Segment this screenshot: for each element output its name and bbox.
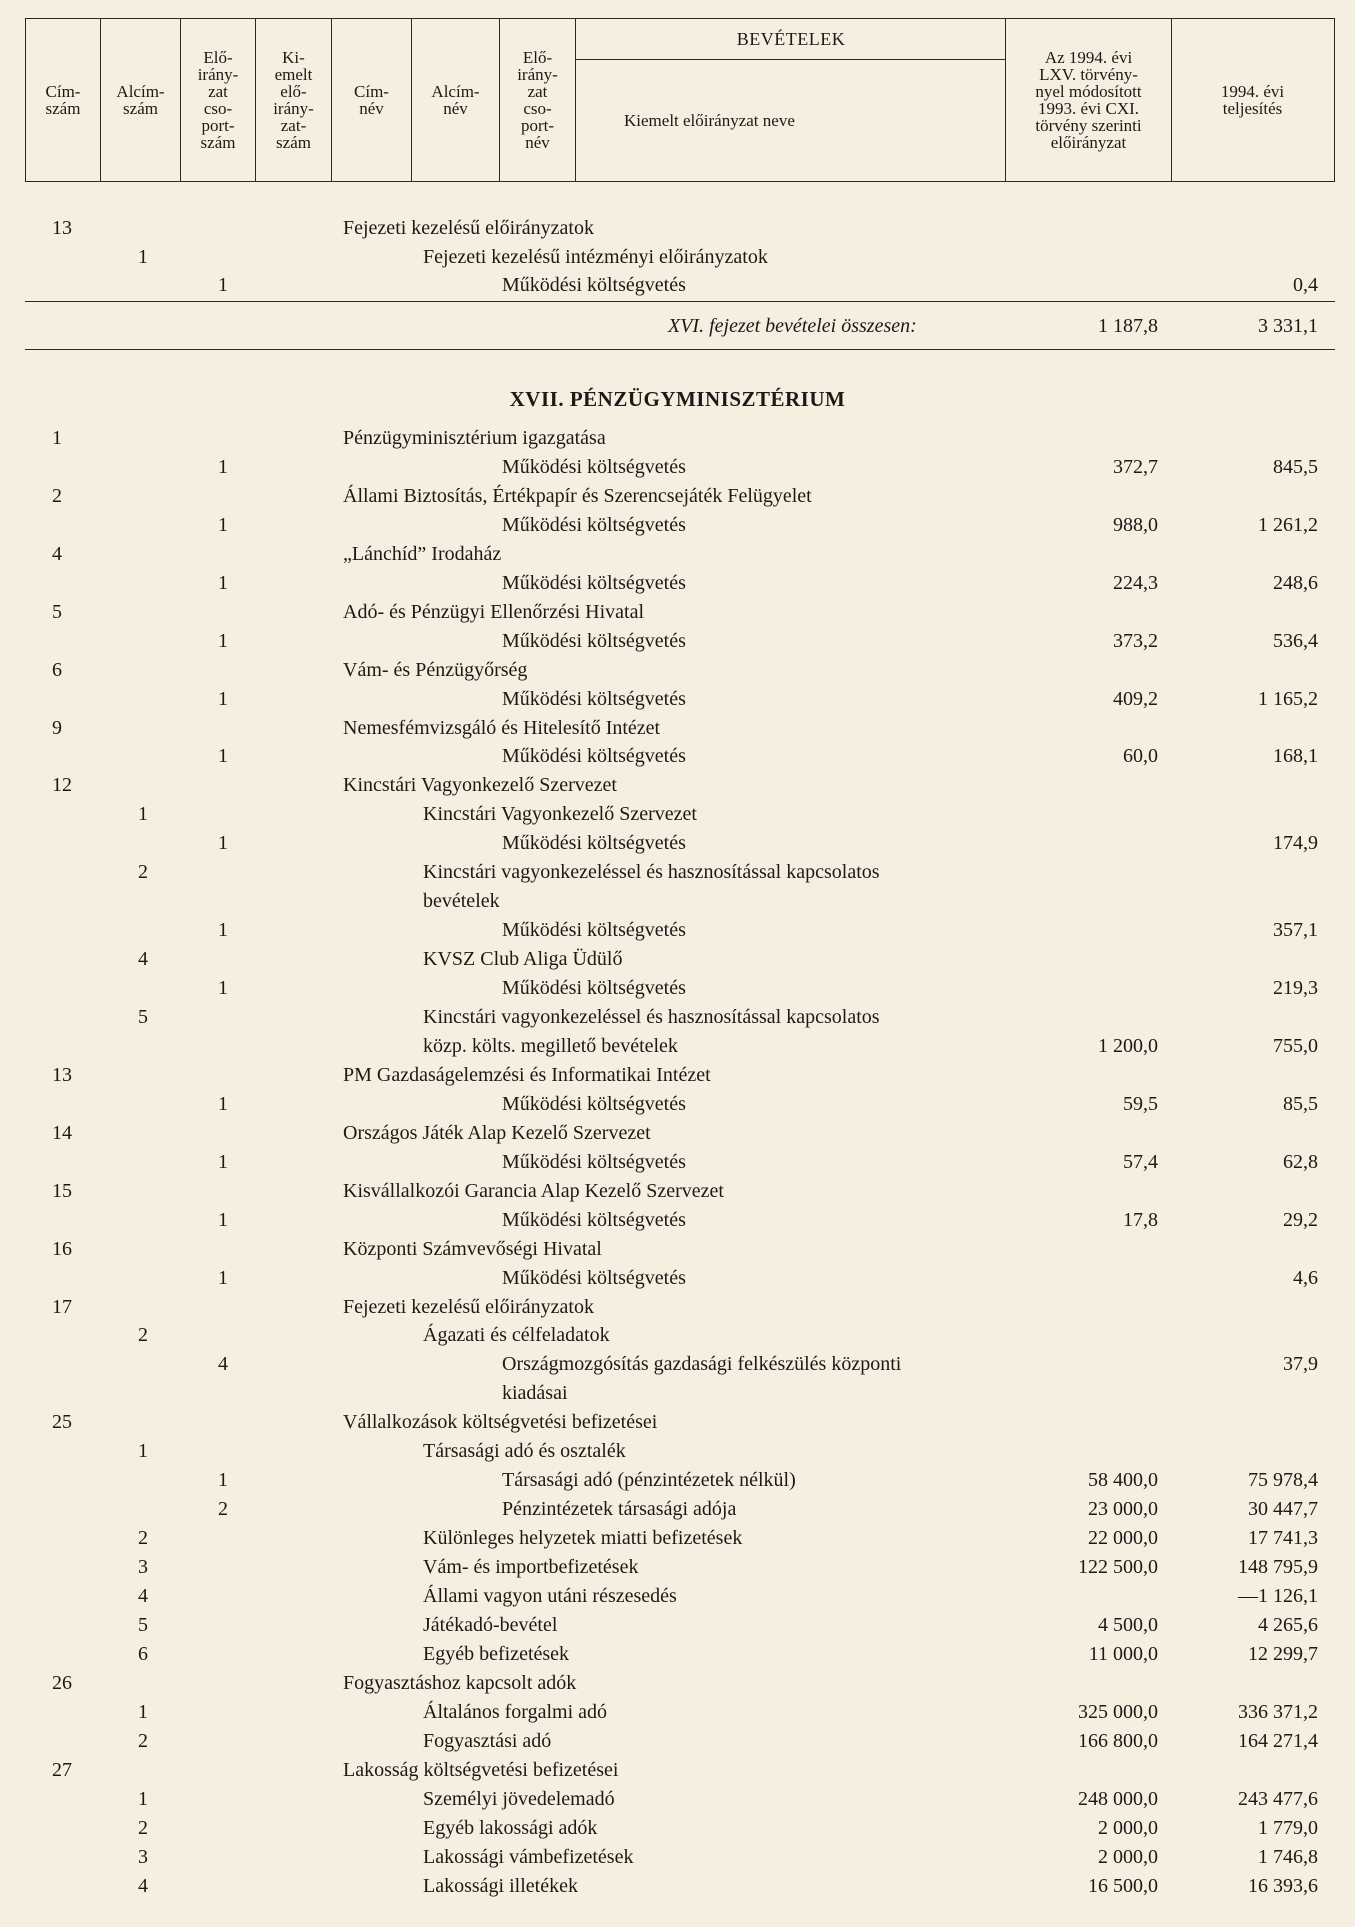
row-number: 5 — [138, 1006, 148, 1028]
row-teljesites: 4 265,6 — [1258, 1613, 1318, 1636]
row-eloiranyzat: 166 800,0 — [1078, 1729, 1158, 1752]
row-label: Működési költségvetés — [502, 977, 686, 1000]
header-bevetelek: BEVÉTELEK — [576, 19, 1006, 60]
row-number: 1 — [138, 1700, 148, 1723]
row-label: Egyéb befizetések — [423, 1642, 570, 1665]
row-label: Fejezeti kezelésű előirányzatok — [343, 1295, 594, 1318]
table-row — [0, 974, 1355, 1002]
table-row — [0, 771, 1355, 799]
row-teljesites: 174,9 — [1273, 832, 1318, 855]
total-row — [0, 312, 1355, 340]
row-label: PM Gazdaságelemzési és Informatikai Intézet — [343, 1063, 711, 1086]
row-teljesites: 243 477,6 — [1238, 1787, 1318, 1810]
row-number: 25 — [52, 1411, 72, 1434]
row-eloiranyzat: 4 500,0 — [1098, 1613, 1158, 1636]
row-number: 1 — [218, 745, 228, 768]
row-label: Működési költségvetés — [502, 455, 686, 478]
row-number: 2 — [218, 1498, 228, 1521]
row-teljesites: 12 299,7 — [1248, 1642, 1318, 1665]
table-row — [0, 271, 1355, 299]
row-teljesites: 845,5 — [1273, 455, 1318, 478]
row-eloiranyzat: 372,7 — [1113, 455, 1158, 478]
row-number: 17 — [52, 1295, 72, 1318]
row-teljesites: 1 261,2 — [1258, 513, 1318, 536]
row-label: Ágazati és célfeladatok — [423, 1324, 610, 1347]
row-label: Működési költségvetés — [502, 513, 686, 536]
row-number: 1 — [218, 513, 228, 536]
total-teljesites: 3 331,1 — [1258, 315, 1318, 337]
table-row — [0, 1293, 1355, 1321]
table-row — [0, 1727, 1355, 1755]
row-label: Működési költségvetés — [502, 745, 686, 768]
row-eloiranyzat: 1 200,0 — [1098, 1034, 1158, 1057]
row-number: 1 — [138, 803, 148, 826]
table-row — [0, 1350, 1355, 1378]
table-row — [0, 1321, 1355, 1349]
table-row — [0, 887, 1355, 915]
row-teljesites: 0,4 — [1293, 274, 1318, 297]
row-number: 26 — [52, 1671, 72, 1694]
row-number: 1 — [218, 977, 228, 1000]
table-row — [0, 1148, 1355, 1176]
table-row — [0, 1756, 1355, 1784]
row-label: Lakossági illetékek — [423, 1874, 578, 1897]
row-teljesites: 248,6 — [1273, 571, 1318, 594]
row-label: Vám- és Pénzügyőrség — [343, 658, 528, 681]
table-row — [0, 1785, 1355, 1813]
table-row — [0, 945, 1355, 973]
header-alcim-nev: Alcím- név — [412, 19, 500, 181]
row-number: 2 — [138, 1816, 148, 1839]
row-eloiranyzat: 59,5 — [1123, 1092, 1158, 1115]
table-row — [0, 1090, 1355, 1118]
row-label: Állami Biztosítás, Értékpapír és Szerencsejáték Felügyelet — [343, 484, 812, 507]
row-number: 4 — [138, 948, 148, 971]
row-label: Működési költségvetés — [502, 1150, 686, 1173]
row-number: 3 — [138, 1845, 148, 1868]
table-row — [0, 1524, 1355, 1552]
row-eloiranyzat: 409,2 — [1113, 687, 1158, 710]
row-number: 2 — [138, 1527, 148, 1550]
row-number: 27 — [52, 1758, 72, 1781]
table-row — [0, 214, 1355, 242]
row-teljesites: 30 447,7 — [1248, 1498, 1318, 1521]
table-row — [0, 1408, 1355, 1436]
row-label: Kisvállalkozói Garancia Alap Kezelő Szervezet — [343, 1179, 724, 1202]
table-row — [0, 1379, 1355, 1407]
table-row — [0, 424, 1355, 452]
row-teljesites: 62,8 — [1283, 1150, 1318, 1173]
header-eloiranyzat: Az 1994. évi LXV. törvény- nyel módosított 1993. évi CXI. törvény szerinti előirányzat — [1006, 19, 1172, 181]
row-teljesites: 85,5 — [1283, 1092, 1318, 1115]
row-teljesites: —1 126,1 — [1238, 1585, 1318, 1607]
row-number: 16 — [52, 1237, 72, 1260]
row-number: 4 — [218, 1353, 228, 1376]
header-cim-szam: Cím- szám — [26, 19, 101, 181]
row-teljesites: 1 779,0 — [1258, 1816, 1318, 1839]
table-row — [0, 1437, 1355, 1465]
table-row — [0, 569, 1355, 597]
row-eloiranyzat: 57,4 — [1123, 1150, 1158, 1173]
row-label: „Lánchíd” Irodaház — [343, 542, 502, 565]
table-row — [0, 1843, 1355, 1871]
row-number: 1 — [218, 1266, 228, 1289]
row-label: Működési költségvetés — [502, 274, 686, 297]
table-row — [0, 453, 1355, 481]
row-label: Működési költségvetés — [502, 832, 686, 855]
row-number: 5 — [138, 1613, 148, 1636]
row-label: Személyi jövedelemadó — [423, 1787, 615, 1810]
row-eloiranyzat: 325 000,0 — [1078, 1700, 1158, 1723]
table-row — [0, 714, 1355, 742]
row-label: Pénzintézetek társasági adója — [502, 1498, 737, 1521]
row-label: Lakosság költségvetési befizetései — [343, 1758, 619, 1781]
row-teljesites: 755,0 — [1273, 1034, 1318, 1057]
row-number: 1 — [138, 1787, 148, 1810]
header-eloiranyzat-csoport-szam: Elő- irány- zat cso- port- szám — [181, 19, 256, 181]
table-row — [0, 1640, 1355, 1668]
row-number: 6 — [138, 1642, 148, 1665]
table-row — [0, 598, 1355, 626]
row-label: Működési költségvetés — [502, 1208, 686, 1231]
row-number: 13 — [52, 1063, 72, 1086]
header-cim-nev: Cím- név — [332, 19, 412, 181]
row-label: Országos Játék Alap Kezelő Szervezet — [343, 1121, 651, 1144]
table-row — [0, 482, 1355, 510]
table-row — [0, 1698, 1355, 1726]
row-label: Általános forgalmi adó — [423, 1700, 608, 1723]
row-teljesites: 4,6 — [1293, 1266, 1318, 1289]
table-row — [0, 1177, 1355, 1205]
row-label: Fejezeti kezelésű előirányzatok — [343, 217, 594, 239]
table-row — [0, 1669, 1355, 1697]
row-number: 1 — [218, 629, 228, 652]
table-row — [0, 1582, 1355, 1610]
table-row — [0, 511, 1355, 539]
row-number: 2 — [138, 1324, 148, 1347]
row-number: 6 — [52, 658, 62, 681]
row-label: Országmozgósítás gazdasági felkészülés központi — [502, 1353, 902, 1376]
row-number: 1 — [218, 1150, 228, 1173]
row-number: 1 — [138, 245, 148, 268]
row-label: Működési költségvetés — [502, 687, 686, 710]
header-kiemelt-eloiranyzat-szam: Ki- emelt elő- irány- zat- szám — [256, 19, 332, 181]
row-teljesites: 164 271,4 — [1238, 1729, 1318, 1752]
row-label: Fogyasztási adó — [423, 1729, 552, 1752]
table-row — [0, 858, 1355, 886]
row-number: 4 — [52, 542, 62, 565]
table-row — [0, 1466, 1355, 1494]
row-teljesites: 75 978,4 — [1248, 1469, 1318, 1492]
row-teljesites: 37,9 — [1283, 1353, 1318, 1376]
row-number: 1 — [218, 274, 228, 297]
header-kiemelt-eloiranyzat-neve: Kiemelt előirányzat neve — [624, 110, 795, 130]
table-row — [0, 1611, 1355, 1639]
row-number: 1 — [218, 919, 228, 942]
table-row — [0, 243, 1355, 271]
total-eloiranyzat: 1 187,8 — [1098, 315, 1158, 337]
row-label: Működési költségvetés — [502, 571, 686, 594]
row-number: 2 — [138, 1729, 148, 1752]
row-eloiranyzat: 2 000,0 — [1098, 1845, 1158, 1868]
row-teljesites: 148 795,9 — [1238, 1556, 1318, 1579]
row-eloiranyzat: 248 000,0 — [1078, 1787, 1158, 1810]
row-number: 1 — [218, 1208, 228, 1231]
row-eloiranyzat: 2 000,0 — [1098, 1816, 1158, 1839]
row-label: Működési költségvetés — [502, 1266, 686, 1289]
table-row — [0, 627, 1355, 655]
row-teljesites: 536,4 — [1273, 629, 1318, 652]
row-eloiranyzat: 224,3 — [1113, 571, 1158, 594]
row-number: 2 — [52, 484, 62, 507]
row-eloiranyzat: 16 500,0 — [1088, 1874, 1158, 1897]
row-eloiranyzat: 22 000,0 — [1088, 1527, 1158, 1550]
row-eloiranyzat: 60,0 — [1123, 745, 1158, 768]
row-number: 14 — [52, 1121, 72, 1144]
row-number: 9 — [52, 716, 62, 739]
row-label: Működési költségvetés — [502, 629, 686, 652]
row-number: 1 — [218, 1092, 228, 1115]
row-eloiranyzat: 17,8 — [1123, 1208, 1158, 1231]
rule-top — [25, 301, 1335, 302]
table-row — [0, 685, 1355, 713]
table-row — [0, 1872, 1355, 1900]
table-row — [0, 829, 1355, 857]
table-row — [0, 1235, 1355, 1263]
row-teljesites: 357,1 — [1273, 919, 1318, 942]
row-number: 2 — [138, 861, 148, 884]
row-label: kiadásai — [502, 1382, 568, 1405]
row-label: Különleges helyzetek miatti befizetések — [423, 1527, 743, 1550]
row-eloiranyzat: 988,0 — [1113, 513, 1158, 536]
row-number: 13 — [52, 217, 72, 239]
table-row — [0, 540, 1355, 568]
row-label: Lakossági vámbefizetések — [423, 1845, 634, 1868]
row-number: 1 — [218, 832, 228, 855]
row-label: Kincstári vagyonkezeléssel és hasznosítással kapcsolatos — [423, 1006, 880, 1028]
row-teljesites: 17 741,3 — [1248, 1527, 1318, 1550]
table-row — [0, 800, 1355, 828]
row-teljesites: 1 165,2 — [1258, 687, 1318, 710]
row-eloiranyzat: 122 500,0 — [1078, 1556, 1158, 1579]
row-label: Központi Számvevőségi Hivatal — [343, 1237, 602, 1260]
row-label: KVSZ Club Aliga Üdülő — [423, 948, 623, 971]
row-label: Kincstári Vagyonkezelő Szervezet — [343, 774, 617, 797]
row-number: 1 — [52, 427, 62, 449]
row-label: Társasági adó és osztalék — [423, 1440, 626, 1463]
row-number: 1 — [218, 687, 228, 710]
row-label: Nemesfémvizsgáló és Hitelesítő Intézet — [343, 716, 661, 739]
row-number: 5 — [52, 600, 62, 623]
header-eloiranyzat-csoport-nev: Elő- irány- zat cso- port- név — [500, 19, 576, 181]
table-row — [0, 1264, 1355, 1292]
row-teljesites: 336 371,2 — [1238, 1700, 1318, 1723]
row-label: Kincstári Vagyonkezelő Szervezet — [423, 803, 697, 826]
row-teljesites: 219,3 — [1273, 977, 1318, 1000]
row-label: Adó- és Pénzügyi Ellenőrzési Hivatal — [343, 600, 645, 623]
row-label: Állami vagyon utáni részesedés — [423, 1585, 677, 1607]
row-number: 4 — [138, 1585, 148, 1607]
row-eloiranyzat: 58 400,0 — [1088, 1469, 1158, 1492]
row-label: Társasági adó (pénzintézetek nélkül) — [502, 1469, 796, 1492]
section-title: XVII. PÉNZÜGYMINISZTÉRIUM — [509, 387, 846, 411]
table-row — [0, 656, 1355, 684]
row-number: 3 — [138, 1556, 148, 1579]
row-teljesites: 29,2 — [1283, 1208, 1318, 1231]
row-label: Vállalkozások költségvetési befizetései — [343, 1411, 658, 1434]
row-eloiranyzat: 11 000,0 — [1088, 1642, 1158, 1665]
total-label: XVI. fejezet bevételei összesen: — [668, 315, 917, 337]
table-row — [0, 1032, 1355, 1060]
row-number: 12 — [52, 774, 72, 797]
row-number: 1 — [218, 571, 228, 594]
row-label: Működési költségvetés — [502, 1092, 686, 1115]
row-label: Fogyasztáshoz kapcsolt adók — [343, 1671, 577, 1694]
rule-bottom — [25, 349, 1335, 350]
row-label: Működési költségvetés — [502, 919, 686, 942]
row-label: Játékadó-bevétel — [423, 1613, 558, 1636]
row-number: 1 — [218, 455, 228, 478]
table-row — [0, 1814, 1355, 1842]
row-teljesites: 1 746,8 — [1258, 1845, 1318, 1868]
table-row — [0, 1061, 1355, 1089]
row-label: Vám- és importbefizetések — [423, 1556, 639, 1579]
row-label: Egyéb lakossági adók — [423, 1816, 598, 1839]
row-number: 15 — [52, 1179, 72, 1202]
row-number: 4 — [138, 1874, 148, 1897]
row-label: Kincstári vagyonkezeléssel és hasznosítással kapcsolatos — [423, 861, 880, 884]
header-alcim-szam: Alcím- szám — [101, 19, 181, 181]
table-header — [25, 18, 1335, 182]
table-row — [0, 916, 1355, 944]
header-teljesites: 1994. évi teljesítés — [1220, 82, 1285, 118]
table-row — [0, 1553, 1355, 1581]
row-label: Pénzügyminisztérium igazgatása — [343, 427, 606, 449]
row-eloiranyzat: 23 000,0 — [1088, 1498, 1158, 1521]
row-teljesites: 16 393,6 — [1248, 1874, 1318, 1897]
row-number: 1 — [138, 1440, 148, 1463]
row-label: Fejezeti kezelésű intézményi előirányzatok — [423, 245, 768, 268]
row-eloiranyzat: 373,2 — [1113, 629, 1158, 652]
table-row — [0, 1003, 1355, 1031]
row-number: 1 — [218, 1469, 228, 1492]
row-label: bevételek — [423, 890, 500, 913]
row-label: közp. költs. megillető bevételek — [423, 1034, 678, 1057]
table-row — [0, 742, 1355, 770]
table-row — [0, 1119, 1355, 1147]
table-row — [0, 1495, 1355, 1523]
table-row — [0, 1206, 1355, 1234]
row-teljesites: 168,1 — [1273, 745, 1318, 768]
